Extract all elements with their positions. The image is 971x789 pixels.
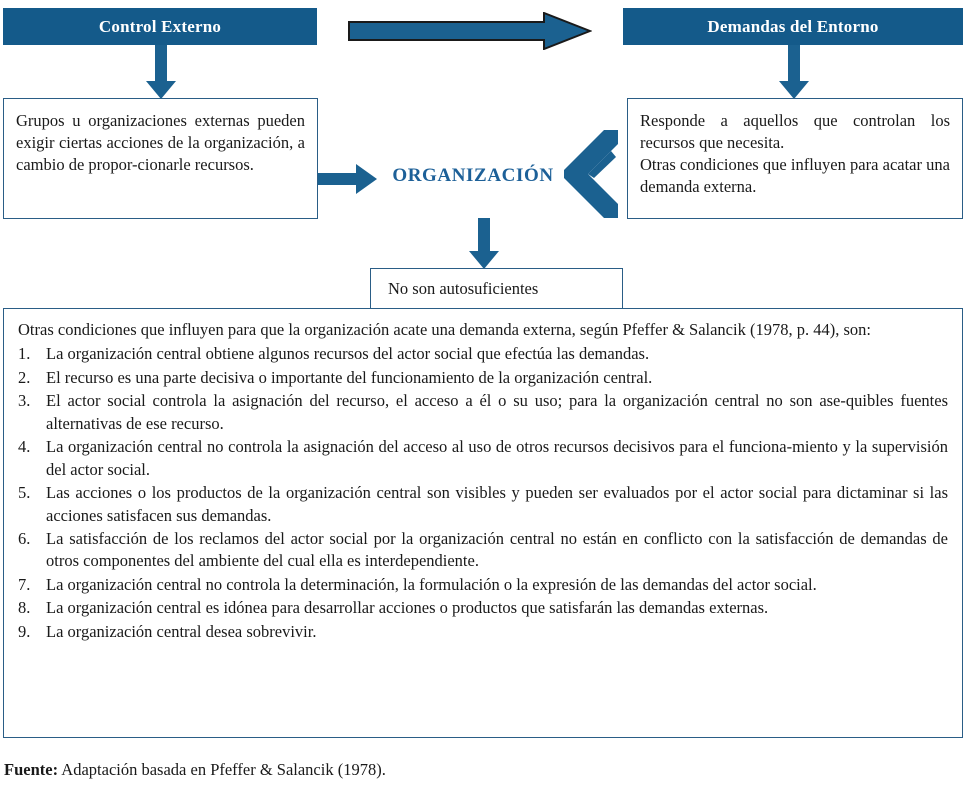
list-item-text: La organización central no controla la asignación del acceso al uso de otros recursos decisivos para el funciona-miento y la supervisión del actor social. bbox=[46, 437, 948, 479]
box-right-text-line-1: Responde a aquellos que controlan los recursos que necesita. bbox=[640, 111, 950, 152]
center-label-organizacion: ORGANIZACIÓN bbox=[392, 165, 554, 186]
list-item bbox=[18, 436, 948, 481]
header-left-label: Control Externo bbox=[98, 16, 222, 36]
source-note-text: Adaptación basada en Pfeffer & Salancik (1978). bbox=[58, 760, 386, 779]
list-item-number: 4. bbox=[18, 437, 31, 457]
list-item-number: 6. bbox=[18, 528, 31, 548]
conditions-list bbox=[18, 343, 948, 643]
list-item-text: La satisfacción de los reclamos del actor social por la organización central no están en conflicto con la satisfacción de demandas de otros componentes del ambiente del cual ella es interdependiente. bbox=[46, 528, 948, 571]
arrow-right-into-organizacion-icon bbox=[316, 163, 378, 195]
header-bar-demandas-entorno bbox=[623, 8, 963, 45]
conditions-list-box bbox=[3, 308, 963, 738]
list-item-number: 7. bbox=[18, 574, 31, 594]
arrow-right-top-connector-icon bbox=[348, 12, 592, 50]
arrow-down-right-connector-icon bbox=[778, 45, 810, 100]
header-bar-control-externo bbox=[3, 8, 317, 45]
list-item-text: Las acciones o los productos de la organización central son visibles y pueden ser evaluados por el actor social para dictaminar si las acciones satisfacen sus demandas. bbox=[46, 483, 948, 525]
header-right-label: Demandas del Entorno bbox=[707, 16, 879, 36]
list-item bbox=[18, 621, 948, 643]
list-item-text: La organización central no controla la determinación, la formulación o la expresión de las demandas del actor social. bbox=[46, 574, 817, 594]
list-item-number: 3. bbox=[18, 391, 31, 411]
text-box-grupos-organizaciones bbox=[3, 98, 318, 219]
list-item-text: La organización central obtiene algunos recursos del actor social que efectúa las demandas. bbox=[46, 344, 650, 364]
source-note-label: Fuente: bbox=[4, 760, 59, 779]
list-item-text: La organización central es idónea para desarrollar acciones o productos que satisfarán las demandas externas. bbox=[46, 598, 769, 618]
list-item-number: 9. bbox=[18, 621, 31, 641]
box-right-text-line-2: Otras condiciones que influyen para acatar una demanda externa. bbox=[640, 154, 950, 196]
list-item-text: La organización central desea sobrevivir. bbox=[46, 621, 317, 641]
list-item bbox=[18, 367, 948, 389]
arrow-down-center-connector-icon bbox=[468, 218, 500, 270]
double-arrow-chevron-right-icon bbox=[558, 128, 620, 220]
list-item-number: 8. bbox=[18, 598, 31, 618]
list-item-text: El recurso es una parte decisiva o importante del funcionamiento de la organización central. bbox=[46, 367, 653, 387]
list-item bbox=[18, 528, 948, 573]
list-item bbox=[18, 482, 948, 527]
text-box-responde-aquellos bbox=[627, 98, 963, 219]
text-box-no-son-autosuficientes bbox=[370, 268, 623, 309]
list-item-text: El actor social controla la asignación del recurso, el acceso a él o su uso; para la organización central no son ase-quibles fuentes alternativas de ese recurso. bbox=[46, 391, 948, 433]
source-note bbox=[4, 760, 386, 780]
list-item-number: 5. bbox=[18, 483, 31, 503]
list-item bbox=[18, 574, 948, 596]
box-left-text: Grupos u organizaciones externas pueden exigir ciertas acciones de la organización, a cambio de propor-cionarle recursos. bbox=[16, 111, 305, 174]
conditions-list-intro: Otras condiciones que influyen para que la organización acate una demanda externa, según Pfeffer & Salancik (1978, p. 44), son: bbox=[18, 320, 871, 339]
list-item bbox=[18, 390, 948, 435]
list-item bbox=[18, 343, 948, 365]
arrow-down-left-connector-icon bbox=[145, 45, 177, 100]
box-center-bottom-text: No son autosuficientes bbox=[388, 279, 539, 298]
list-item-number: 2. bbox=[18, 367, 31, 387]
list-item-number: 1. bbox=[18, 344, 31, 364]
list-item bbox=[18, 597, 948, 619]
